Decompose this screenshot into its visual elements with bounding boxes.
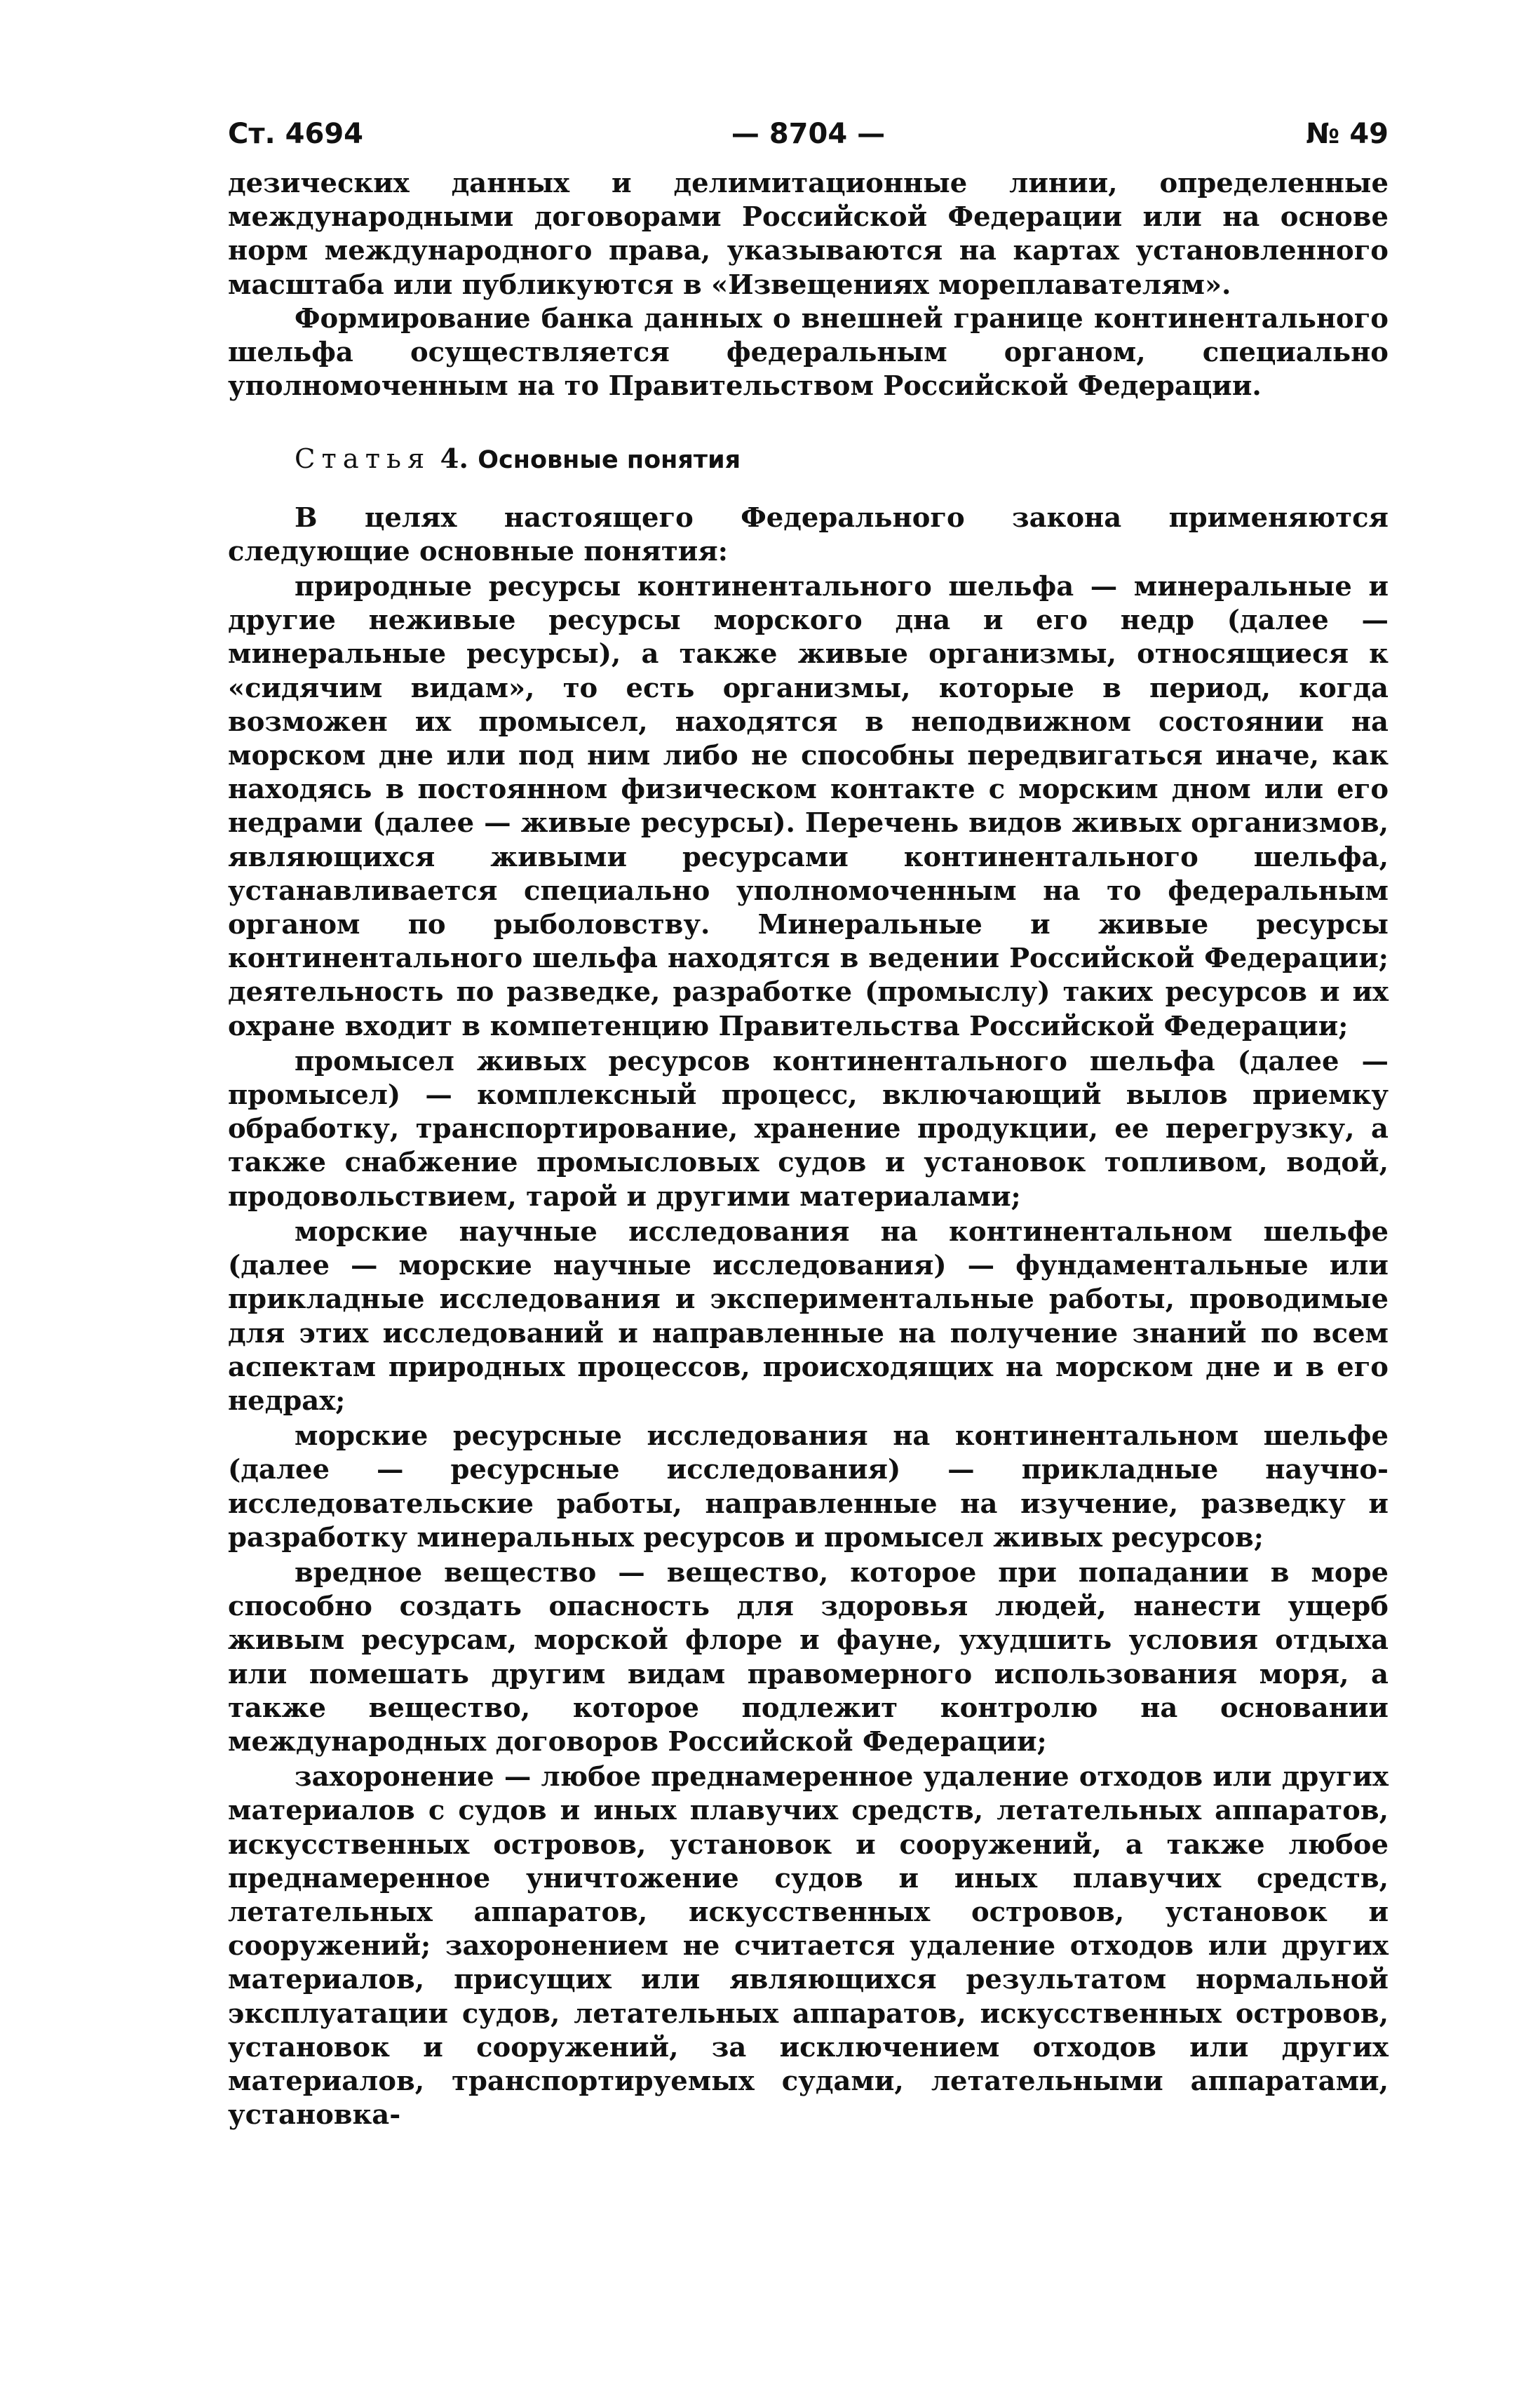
definition-natural-resources: природные ресурсы континентального шельфа — минеральные и другие неживые ресурсы морского дна и его недр (далее — минеральные ресурсы), а также живые организмы, относящиеся к «сидячим видам», то есть организмы, которые в период, когда возможен их промысел, находятся в неподвижном состоянии на морском дне или под ним либо не способны передвигаться иначе, как находясь в постоянном физическом контакте с морским дном или его недрами (далее — живые ресурсы). Перечень видов живых организмов, являющихся живыми ресурсами континентального шельфа, устанавливается специально уполномоченным на то федеральным органом по рыболовству. Минеральные и живые ресурсы континентального шельфа находятся в ведении Российской Федерации; деятельность по разведке, разработке (промыслу) таких ресурсов и их охране входит в компетенцию Правительства Российской Федерации; — [228, 571, 1389, 1042]
article-heading — [228, 443, 1389, 477]
document-page — [228, 118, 1389, 2132]
definition-dumping: захоронение — любое преднамеренное удаление отходов или других материалов с судов и иных плавучих средств, летательных аппаратов, искусственных островов, установок и сооружений, а также любое преднамеренное уничтожение судов и иных плавучих средств, летательных аппаратов, искусственных островов, установок и сооружений; захоронением не считается удаление отходов или других материалов, присущих или являющихся результатом нормальной эксплуатации судов, летательных аппаратов, искусственных островов, установок и сооружений, за исключением отходов или других материалов, транспортируемых судами, летательными аппаратами, установка- — [228, 1761, 1389, 2131]
article-intro: В целях настоящего Федерального закона применяются следующие основные понятия: — [228, 501, 1389, 567]
article-title: Основные понятия — [478, 446, 741, 475]
paragraph-continuation: дезических данных и делимитационные линии, определенные международными договорами Российской Федерации или на основе норм международного права, указываются на картах установленного масштаба или публикуются в «Извещениях мореплавателям». — [228, 168, 1389, 301]
article-number: 4. — [440, 443, 468, 476]
page-number: — 8704 — — [731, 118, 886, 150]
issue-number: № 49 — [1306, 118, 1389, 150]
page-column-number: Ст. 4694 — [228, 118, 363, 150]
definition-resource-research: морские ресурсные исследования на континентальном шельфе (далее — ресурсные исследования) — прикладные научно-исследовательские работы, направленные на изучение, разведку и разработку минеральных ресурсов и промысел живых ресурсов; — [228, 1420, 1389, 1554]
body-text — [228, 167, 1389, 2132]
article-label: Статья — [295, 443, 431, 476]
definition-fishing: промысел живых ресурсов континентального шельфа (далее — промысел) — комплексный процесс, включающий вылов приемку обработку, транспортирование, хранение продукции, ее перегрузку, а также снабжение промысловых судов и установок топливом, водой, продовольствием, тарой и другими материалами; — [228, 1045, 1389, 1213]
definition-marine-research: морские научные исследования на континентальном шельфе (далее — морские научные исследования) — фундаментальные или прикладные исследования и экспериментальные работы, проводимые для этих исследований и направленные на получение знаний по всем аспектам природных процессов, происходящих на морском дне и в его недрах; — [228, 1215, 1389, 1417]
page-header — [228, 118, 1389, 167]
paragraph: Формирование банка данных о внешней границе континентального шельфа осуществляется федеральным органом, специально уполномоченным на то Правительством Российской Федерации. — [228, 302, 1389, 403]
definitions-list — [228, 570, 1389, 2132]
definition-harmful-substance: вредное вещество — вещество, которое при попадании в море способно создать опасность для здоровья людей, нанести ущерб живым ресурсам, морской флоре и фауне, ухудшить условия отдыха или помешать другим видам правомерного использования моря, а также вещество, которое подлежит контролю на основании международных договоров Российской Федерации; — [228, 1556, 1389, 1758]
